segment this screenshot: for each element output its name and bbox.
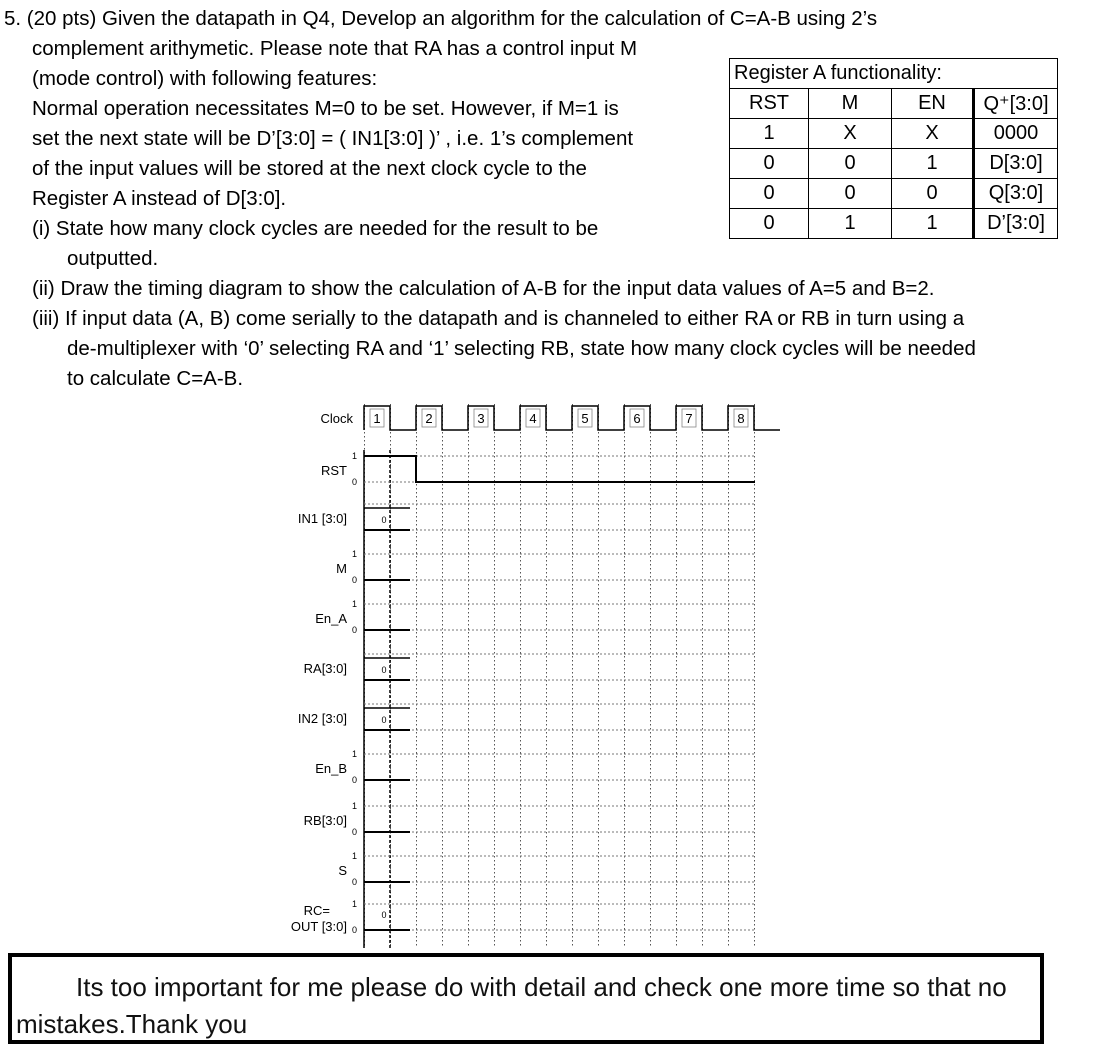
signal-label: En_A (315, 611, 347, 626)
table-header: RST (730, 89, 809, 119)
level-label-low: 0 (351, 827, 357, 837)
table-cell: Q[3:0] (974, 179, 1058, 209)
cycle-number: 3 (477, 411, 485, 426)
table-cell: 0 (809, 179, 892, 209)
signal-label: RB[3:0] (303, 813, 347, 828)
bus-value: 0 (381, 665, 387, 675)
question-line: to calculate C=A-B. (67, 367, 244, 390)
signal-label: RST (321, 463, 347, 478)
question-line: Normal operation necessitates M=0 to be set. However, if M=1 is (32, 97, 619, 120)
table-cell: 0 (809, 149, 892, 179)
level-label-low: 0 (351, 625, 357, 635)
question-line: set the next state will be D’[3:0] = ( IN1[3:0] )’ , i.e. 1’s complement (32, 127, 634, 150)
level-label-high: 1 (351, 599, 357, 609)
rst-waveform (364, 456, 755, 482)
question-line: complement arithymetic. Please note that RA has a control input M (32, 37, 638, 60)
question-line: of the input values will be stored at the next clock cycle to the (32, 157, 587, 180)
question-item-i: (i) State how many clock cycles are needed for the result to be (32, 217, 599, 240)
cycle-number: 7 (685, 411, 693, 426)
level-label-low: 0 (351, 477, 357, 487)
question-line: Register A instead of D[3:0]. (32, 187, 287, 210)
bus-value: 0 (381, 715, 387, 725)
table-header: Q⁺[3:0] (974, 89, 1058, 119)
request-line-1: Its too important for me please do with detail and check one more time so that no (76, 972, 1007, 1002)
table-cell: 1 (892, 149, 974, 179)
level-label-high: 1 (351, 749, 357, 759)
request-line-2: mistakes.Thank you (16, 1009, 248, 1039)
cycle-number: 6 (633, 411, 641, 426)
cycle-number: 5 (581, 411, 589, 426)
level-label-low: 0 (351, 775, 357, 785)
table-cell: D[3:0] (974, 149, 1058, 179)
bus-value: 0 (381, 910, 387, 920)
table-cell: X (892, 119, 974, 149)
signal-label-clock: Clock (320, 411, 353, 426)
table-cell: 0 (892, 179, 974, 209)
table-cell: D’[3:0] (974, 209, 1058, 239)
question-line: outputted. (67, 247, 159, 270)
table-cell: 1 (809, 209, 892, 239)
cycle-number: 2 (425, 411, 433, 426)
signal-label: RA[3:0] (303, 661, 347, 676)
level-label-high: 1 (351, 451, 357, 461)
signal-label: OUT [3:0] (290, 919, 347, 934)
level-label-low: 0 (351, 925, 357, 935)
signal-label: IN1 [3:0] (297, 511, 347, 526)
level-label-low: 0 (351, 877, 357, 887)
signal-label: M (336, 561, 347, 576)
question-line: 5. (20 pts) Given the datapath in Q4, Develop an algorithm for the calculation of C=A-B using 2’s (4, 7, 878, 30)
bus-value: 0 (381, 515, 387, 525)
table-cell: 0 (730, 209, 809, 239)
level-label-high: 1 (351, 549, 357, 559)
level-label-high: 1 (351, 899, 357, 909)
cycle-number: 8 (737, 411, 745, 426)
table-cell: 0 (730, 149, 809, 179)
table-caption: Register A functionality: (730, 59, 1058, 89)
cycle-number: 1 (373, 411, 381, 426)
question-item-iii: (iii) If input data (A, B) come serially to the datapath and is channeled to either RA or RB in turn using a (32, 307, 965, 330)
signal-label: S (338, 863, 347, 878)
level-label-high: 1 (351, 851, 357, 861)
table-header: M (809, 89, 892, 119)
level-label-high: 1 (351, 801, 357, 811)
table-cell: 0000 (974, 119, 1058, 149)
table-cell: 1 (892, 209, 974, 239)
signal-label: En_B (315, 761, 347, 776)
table-header: EN (892, 89, 974, 119)
table-cell: 0 (730, 179, 809, 209)
question-item-ii: (ii) Draw the timing diagram to show the calculation of A-B for the input data values of A=5 and B=2. (32, 277, 935, 300)
question-line: de-multiplexer with ‘0’ selecting RA and ‘1’ selecting RB, state how many clock cycles will be needed (67, 337, 976, 360)
request-note (8, 953, 1044, 1044)
signal-label: IN2 [3:0] (297, 711, 347, 726)
table-cell: X (809, 119, 892, 149)
cycle-number: 4 (529, 411, 537, 426)
table-cell: 1 (730, 119, 809, 149)
question-line: (mode control) with following features: (32, 67, 378, 90)
signal-label: RC= (303, 903, 330, 918)
level-label-low: 0 (351, 575, 357, 585)
